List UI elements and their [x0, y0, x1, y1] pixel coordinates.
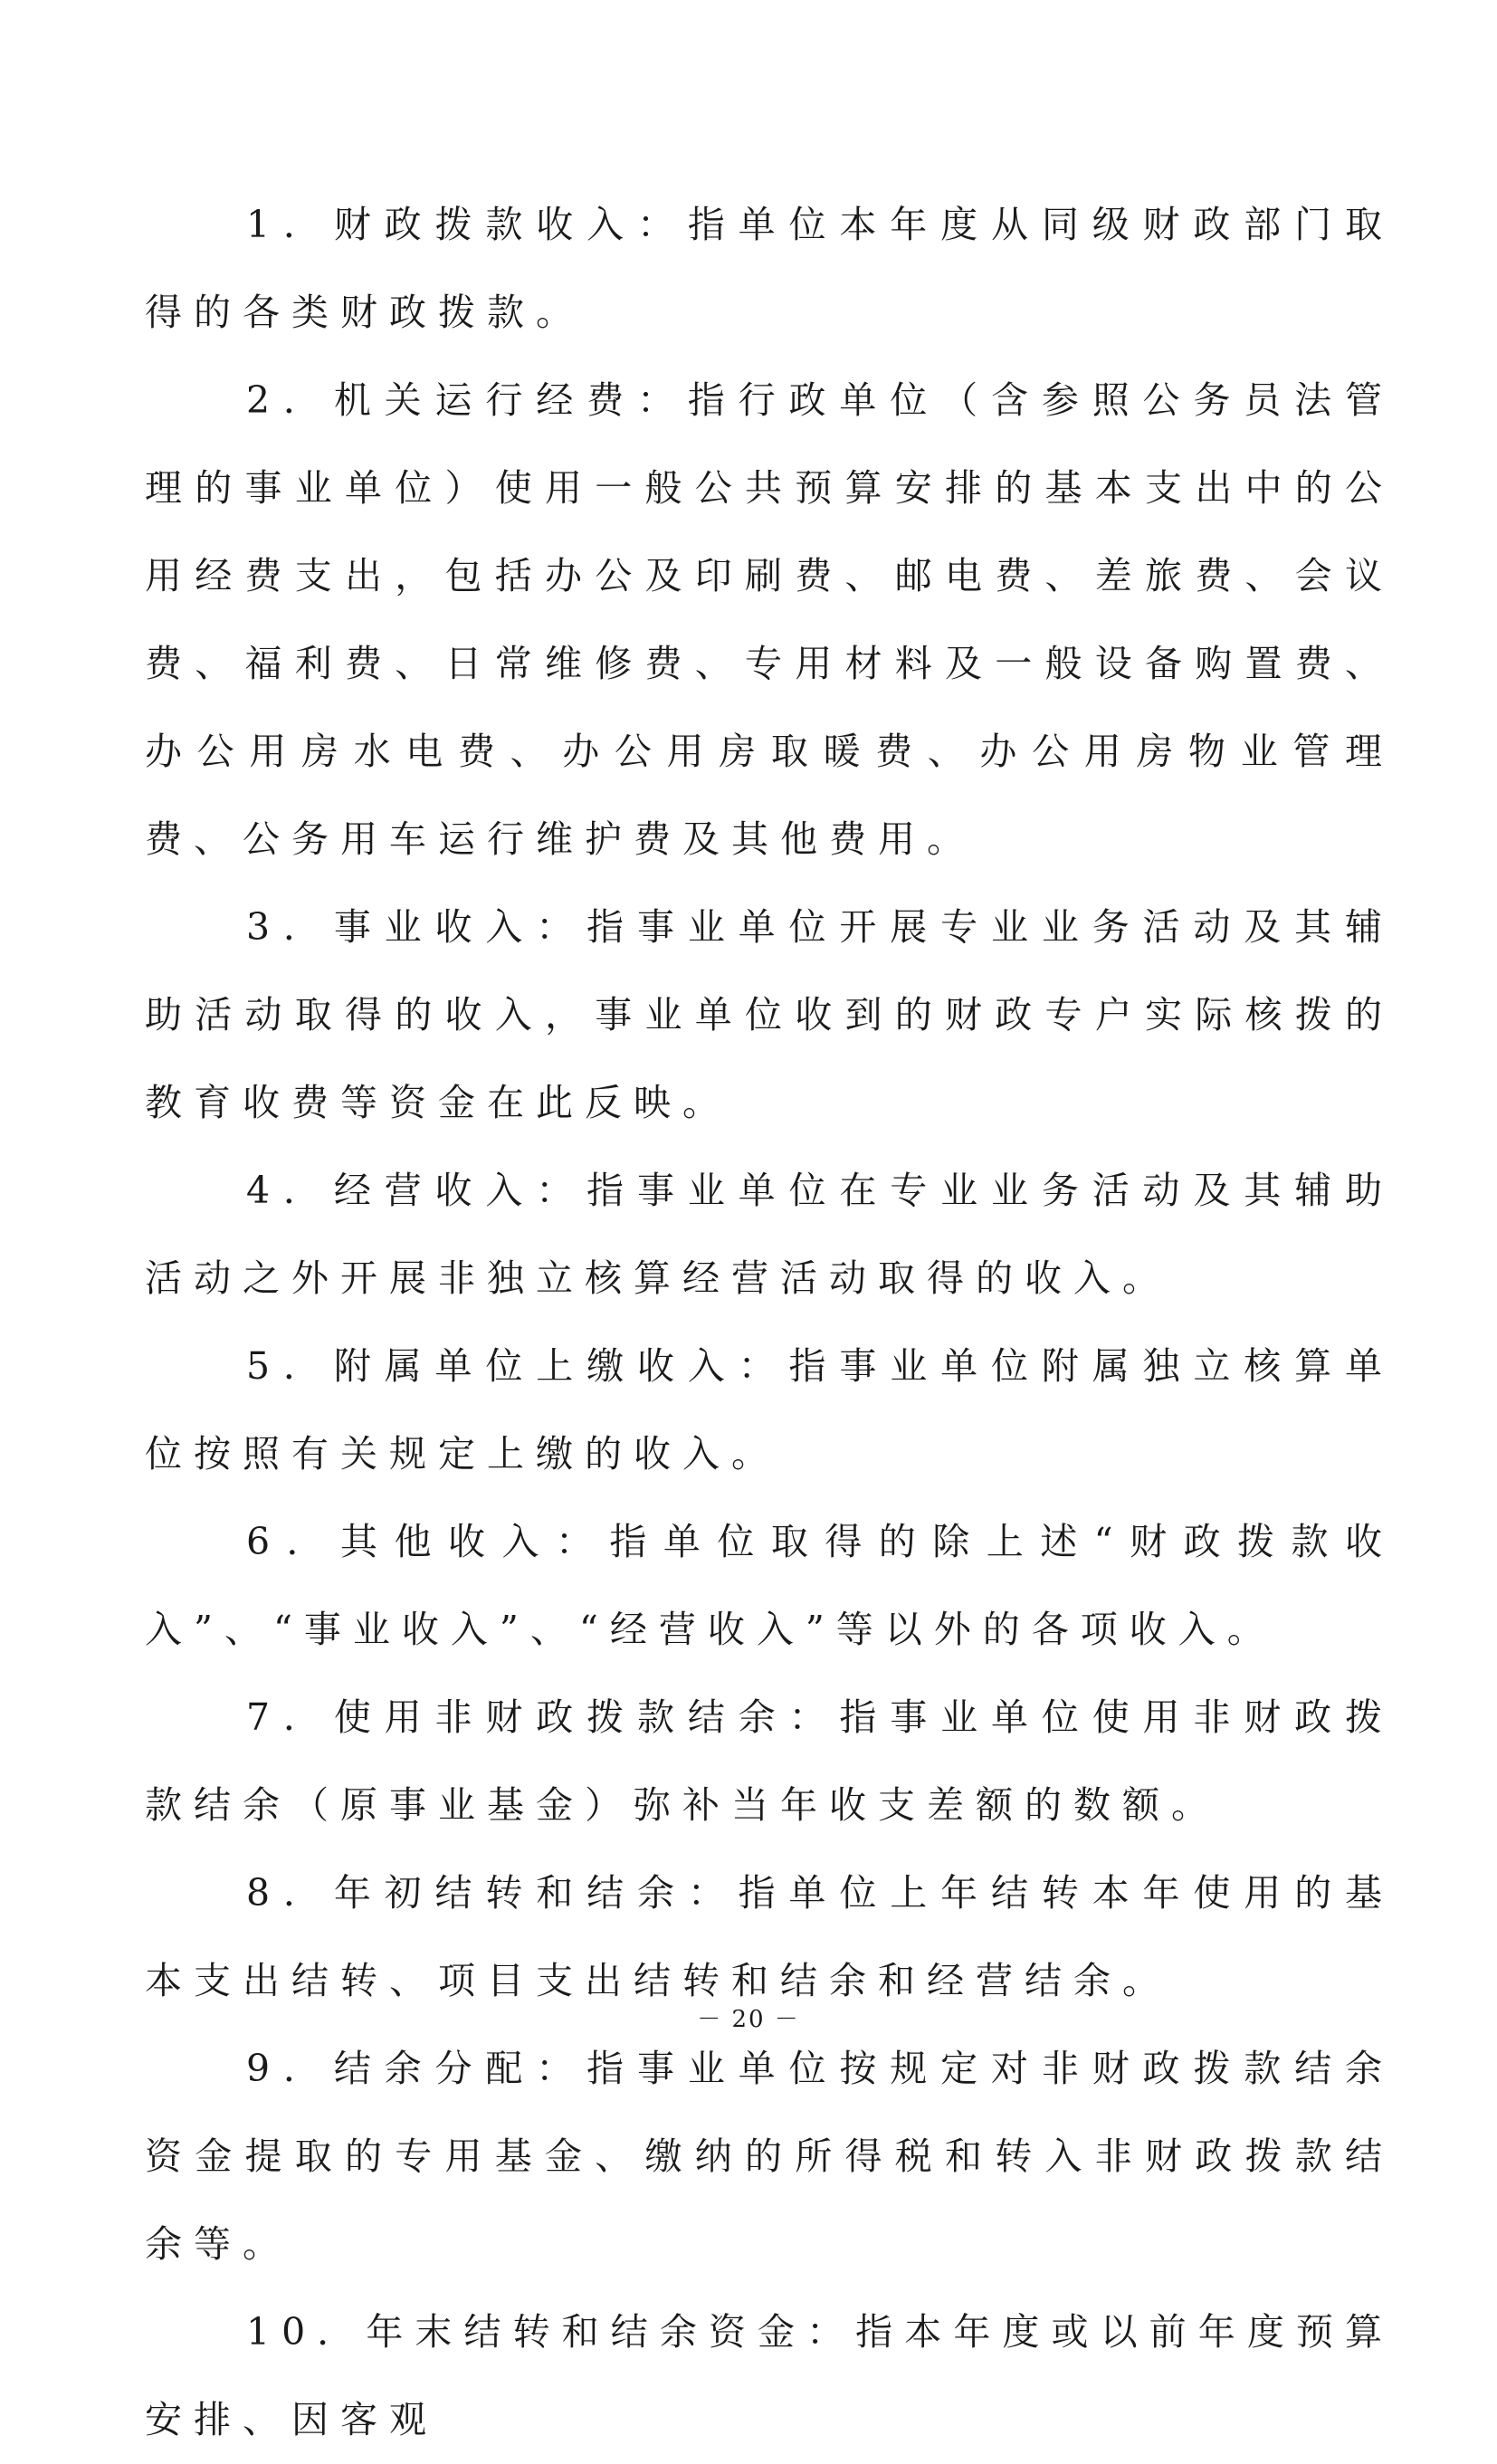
item-number: 5． — [246, 1344, 334, 1388]
item-text: 结余分配：指事业单位按规定对非财政拨款结余资金提取的专用基金、缴纳的所得税和转入非财政拨款结余等。 — [145, 2047, 1394, 2266]
definition-item-2 — [145, 357, 1394, 883]
item-text: 附属单位上缴收入：指事业单位附属独立核算单位按照有关规定上缴的收入。 — [145, 1344, 1394, 1476]
item-text: 经营收入：指事业单位在专业业务活动及其辅助活动之外开展非独立核算经营活动取得的收入。 — [145, 1169, 1394, 1300]
item-text: 使用非财政拨款结余：指事业单位使用非财政拨款结余（原事业基金）弥补当年收支差额的数额。 — [145, 1695, 1394, 1827]
item-number: 10． — [246, 2310, 367, 2354]
item-number: 1． — [246, 203, 334, 246]
item-number: 9． — [246, 2047, 334, 2090]
definition-item-6 — [145, 1498, 1394, 1674]
definition-item-4 — [145, 1147, 1394, 1323]
definition-item-7 — [145, 1674, 1394, 1849]
definition-item-3 — [145, 883, 1394, 1147]
definition-item-1 — [145, 181, 1394, 357]
item-number: 2． — [246, 378, 334, 422]
item-text: 年初结转和结余：指单位上年结转本年使用的基本支出结转、项目支出结转和结余和经营结余。 — [145, 1871, 1394, 2002]
item-number: 4． — [246, 1169, 334, 1212]
item-text: 财政拨款收入：指单位本年度从同级财政部门取得的各类财政拨款。 — [145, 203, 1394, 334]
item-number: 3． — [246, 905, 334, 949]
item-number: 8． — [246, 1871, 334, 1915]
definition-item-5 — [145, 1323, 1394, 1498]
item-number: 6． — [246, 1520, 341, 1563]
item-text: 机关运行经费：指行政单位（含参照公务员法管理的事业单位）使用一般公共预算安排的基本支出中的公用经费支出，包括办公及印刷费、邮电费、差旅费、会议费、福利费、日常维修费、专用材料及一般设备购置费、办公用房水电费、办公用房取暖费、办公用房物业管理费、公务用车运行维护费及其他费用。 — [145, 378, 1394, 861]
item-text: 其他收入：指单位取得的除上述“财政拨款收入”、“事业收入”、“经营收入”等以外的各项收入。 — [145, 1520, 1394, 1651]
definition-item-10 — [145, 2288, 1394, 2464]
definition-item-8 — [145, 1849, 1394, 2025]
item-number: 7． — [246, 1695, 334, 1739]
item-text: 年末结转和结余资金：指本年度或以前年度预算安排、因客观 — [145, 2310, 1395, 2441]
item-text: 事业收入：指事业单位开展专业业务活动及其辅助活动取得的收入，事业单位收到的财政专户实际核拨的教育收费等资金在此反映。 — [145, 905, 1394, 1124]
document-body — [145, 181, 1394, 2464]
page-number: － 20 － — [697, 2006, 800, 2033]
definition-item-9 — [145, 2025, 1394, 2288]
